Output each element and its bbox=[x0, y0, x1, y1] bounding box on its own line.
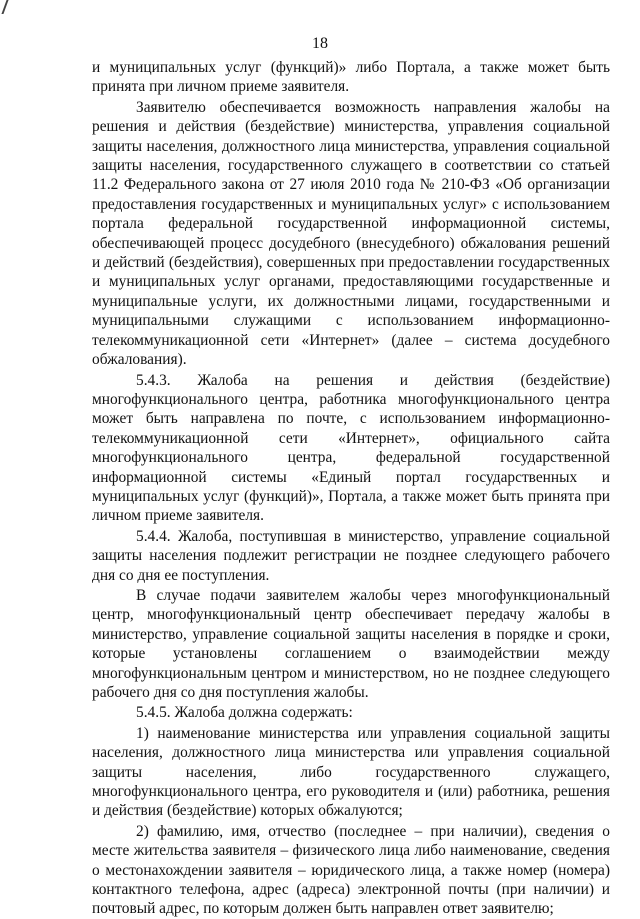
paragraph-mfc-transfer: В случае подачи заявителем жалобы через многофункциональный центр, многофункциональный центр обеспечивает передачу жалобы в министерство, управление социальной защиты населения в порядке и сроки, которые установлены соглашением о взаимодействии между многофункциональным центром и министерством, но не позднее следующего рабочего дня со дня поступления жалобы. bbox=[92, 586, 610, 701]
list-item-2: 2) фамилию, имя, отчество (последнее – при наличии), сведения о месте жительства заявителя – физического лица либо наименование, сведения о местонахождении заявителя – юридического лица, а также номер (номера) контактного телефона, адрес (адреса) электронной почты (при наличии) и почтовый адрес, по которым должен быть направлен ответ заявителю; bbox=[92, 822, 610, 918]
paragraph-appeal-possibility: Заявителю обеспечивается возможность направления жалобы на решения и действия (бездействие) министерства, управления социальной защиты населения, должностного лица министерства, управления социальной защиты населения, государственного служащего в соответствии со статьей 11.2 Федерального закона от 27 июля 2010 года № 210-ФЗ «Об организации предоставления государственных и муниципальных услуг» с использованием портала федеральной государственной информационной системы, обеспечивающей процесс досудебного (внесудебного) обжалования решений и действий (бездействия), совершенных при предоставлении государственных и муниципальных услуг органами, предоставляющими государственные и муниципальные услуги, их должностными лицами, государственными и муниципальными служащими с использованием информационно-телекоммуникационной сети «Интернет» (далее – система досудебного обжалования). bbox=[92, 98, 610, 369]
list-item-1: 1) наименование министерства или управления социальной защиты населения, должностного лица министерства или управления социальной защиты населения, либо государственного служащего, многофункционального центра, его руководителя и (или) работника, решения и действия (бездействие) которых обжалуются; bbox=[92, 724, 610, 820]
paragraph-5-4-4: 5.4.4. Жалоба, поступившая в министерство, управление социальной защиты населения подлежит регистрации не позднее следующего рабочего дня со дня ее поступления. bbox=[92, 527, 610, 584]
scan-margin-mark bbox=[1, 0, 14, 14]
paragraph-continuation: и муниципальных услуг (функций)» либо Портала, а также может быть принята при личном приеме заявителя. bbox=[92, 59, 610, 96]
paragraph-5-4-3: 5.4.3. Жалоба на решения и действия (бездействие) многофункционального центра, работника многофункционального центра может быть направлена по почте, с использованием информационно-телекоммуникационной сети «Интернет», официального сайта многофункционального центра, федеральной государственной информационной системы «Единый портал государственных и муниципальных услуг (функций)», Портала, а также может быть принята при личном приеме заявителя. bbox=[92, 371, 610, 525]
page-number: 18 bbox=[312, 35, 328, 52]
document-body bbox=[92, 58, 610, 919]
paragraph-5-4-5: 5.4.5. Жалоба должна содержать: bbox=[136, 704, 353, 722]
